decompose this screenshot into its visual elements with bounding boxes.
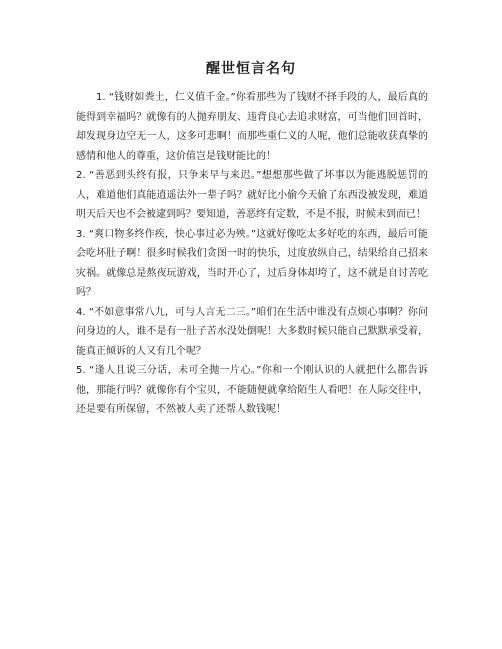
paragraph-2: 2. “善恶到头终有报，只争来早与来迟。”想想那些做了坏事以为能逃脱惩罚的人，难道他们真能逍遥法外一辈子吗？就好比小偷今天偷了东西没被发现，难道明天后天也不会被逮到吗？要知道，善恶终有定数，不是不报，时候未到而已！ (76, 170, 428, 220)
paragraph-3: 3. “爽口物多终作疾，快心事过必为殃。”这就好像吃太多好吃的东西，最后可能会吃坏肚子啊！很多时候我们贪图一时的快乐，过度放纵自己，结果给自己招来灾祸。就像总是熬夜玩游戏，当时开心了，过后身体却垮了，这不就是自讨苦吃吗？ (76, 228, 428, 298)
paragraph-5: 5. “逢人且说三分话，未可全抛一片心。”你和一个刚认识的人就把什么都告诉他，那能行吗？就像你有个宝贝，不能随便就拿给陌生人看吧！在人际交往中，还是要有所保留，不然被人卖了还帮人数钱呢！ (76, 365, 428, 415)
document-body (76, 88, 428, 420)
document-title: 醒世恒言名句 (206, 61, 296, 77)
paragraph-4: 4. “不如意事常八九，可与人言无二三。”咱们在生活中谁没有点烦心事啊？你问问身边的人，谁不是有一肚子苦水没处倒呢！大多数时候只能自己默默承受着，能真正倾诉的人又有几个呢？ (76, 306, 428, 357)
paragraph-1: 1. “钱财如粪土，仁义值千金。”你看那些为了钱财不择手段的人，最后真的能得到幸福吗？就像有的人抛弃朋友、违背良心去追求财富，可当他们回首时，却发现身边空无一人，这多可悲啊！而那些重仁义的人呢，他们总能收获真挚的感情和他人的尊重，这价值岂是钱财能比的！ (76, 92, 428, 162)
